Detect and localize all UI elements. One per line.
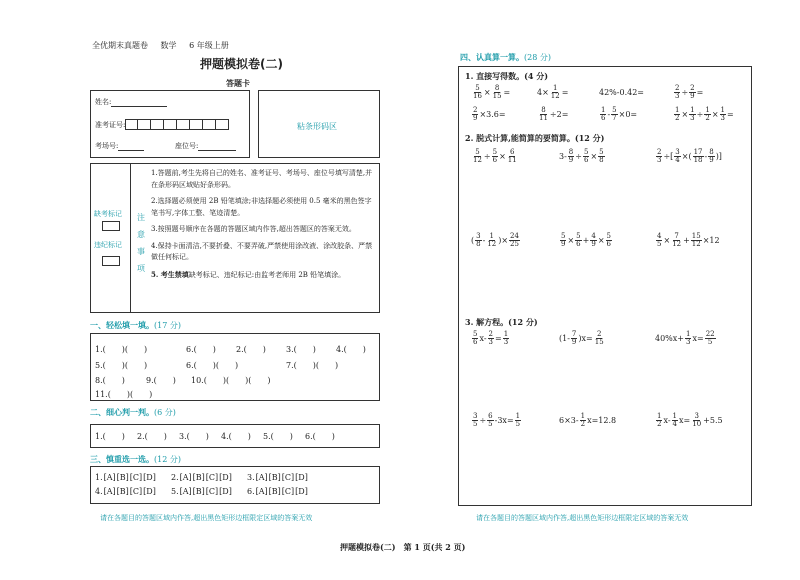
choice-option-d[interactable]: [D]	[219, 473, 232, 482]
s1-item-7[interactable]: 7.( )( )	[286, 361, 339, 370]
choice-item-4	[95, 487, 156, 496]
s4-q3-expr-3: 40%x+ $\frac{1}{3}$ x= $\frac{22}{5}$	[655, 330, 715, 346]
choice-option-a[interactable]: [A]	[255, 473, 268, 482]
choice-item-5	[171, 487, 232, 496]
s2-item-6[interactable]: 6.( )	[305, 432, 335, 441]
header-series: 全优期末真题卷	[92, 41, 148, 50]
choice-option-a[interactable]: [A]	[103, 487, 116, 496]
s2-item-2[interactable]: 2.( )	[137, 432, 167, 441]
choice-option-b[interactable]: [B]	[192, 487, 205, 496]
s4-q1-expr-2: 4× $\frac{1}{12}$ =	[537, 84, 569, 100]
barcode-area	[258, 90, 380, 158]
choice-option-b[interactable]: [B]	[192, 473, 205, 482]
exam-number-cell[interactable]	[151, 119, 164, 130]
s4-q1-title: 1. 直接写得数。(4 分)	[465, 71, 549, 81]
footer-warning-left: 请在各题目的答题区域内作答,超出黑色矩形边框限定区域的答案无效	[100, 514, 313, 522]
exam-number-field[interactable]: 准考证号:	[95, 119, 229, 130]
s4-q1-expr-1: $\frac{5}{16}$ × $\frac{8}{15}$ =	[473, 84, 511, 100]
section1-title: 一、轻松填一填。(17 分)	[90, 320, 181, 330]
s4-q2-expr-6: $\frac{4}{5}$ × $\frac{7}{12}$ + $\frac{15}{12}$ ×12	[657, 232, 720, 248]
choice-option-c[interactable]: [C]	[205, 473, 219, 482]
choice-item-3	[247, 473, 308, 482]
choice-option-a[interactable]: [A]	[255, 487, 268, 496]
s2-item-1[interactable]: 1.( )	[95, 432, 125, 441]
s1-item-9[interactable]: 9.( )	[146, 376, 176, 385]
s1-item-11[interactable]: 11.( )( )	[95, 390, 153, 399]
exam-number-cells[interactable]	[125, 119, 229, 130]
notice-item-5: 5. 考生禁填缺考标记、违纪标记:由监考老师用 2B 铅笔填涂。	[151, 269, 346, 279]
exam-number-cell[interactable]	[177, 119, 190, 130]
choice-option-b[interactable]: [B]	[116, 473, 129, 482]
choice-option-a[interactable]: [A]	[179, 487, 192, 496]
page-subtitle: 答题卡	[226, 78, 250, 88]
s4-q1-expr-7: $\frac{1}{6}$ - $\frac{5}{7}$ ×0=	[601, 106, 638, 122]
header-grade: 6 年级上册	[189, 41, 229, 50]
choice-number: 5.	[171, 487, 179, 496]
s4-q3-expr-5: 6×3- $\frac{1}{2}$ x=12.8	[559, 412, 617, 428]
s1-item-1[interactable]: 1.( )( )	[95, 345, 148, 354]
notice-item-1: 1.答题前,考生先将自己的姓名、准考证号、考场号、座位号填写清楚,并在条形码区域贴好条形码。	[151, 169, 373, 189]
choice-option-c[interactable]: [C]	[129, 487, 143, 496]
s1-item-6a[interactable]: 6.( )	[186, 345, 216, 354]
s4-q3-expr-6: $\frac{1}{2}$ x- $\frac{1}{4}$ x= $\frac{3}{10}$ +5.5	[657, 412, 723, 428]
s1-item-5[interactable]: 5.( )( )	[95, 361, 148, 370]
s4-q1-expr-5: $\frac{2}{9}$ ×3.6=	[473, 106, 506, 122]
s4-q2-expr-3: $\frac{2}{3}$ ÷[ $\frac{3}{4}$ ×( $\frac{17}{18}$ - $\frac{8}{9}$ )]	[657, 148, 722, 164]
absent-mark-label: 缺考标记	[94, 210, 122, 218]
choice-option-c[interactable]: [C]	[281, 487, 295, 496]
section1-answer-box	[90, 333, 380, 401]
choice-number: 2.	[171, 473, 179, 482]
exam-number-cell[interactable]	[138, 119, 151, 130]
choice-option-c[interactable]: [C]	[281, 473, 295, 482]
choice-option-d[interactable]: [D]	[143, 487, 156, 496]
choice-option-a[interactable]: [A]	[103, 473, 116, 482]
s4-q2-expr-5: $\frac{5}{9}$ × $\frac{5}{6}$ + $\frac{4}{9}$ × $\frac{5}{6}$	[561, 232, 611, 248]
exam-number-cell[interactable]	[190, 119, 203, 130]
violation-mark-label: 违纪标记	[94, 241, 122, 249]
s4-q2-expr-2: 3- $\frac{8}{9}$ ÷ $\frac{5}{6}$ × $\frac{5}{8}$	[559, 148, 604, 164]
seat-field[interactable]: 座位号:	[175, 141, 236, 151]
choice-option-b[interactable]: [B]	[268, 487, 281, 496]
exam-number-cell[interactable]	[164, 119, 177, 130]
choice-option-b[interactable]: [B]	[116, 487, 129, 496]
choice-number: 1.	[95, 473, 103, 482]
choice-number: 3.	[247, 473, 255, 482]
s4-q3-expr-2: (1- $\frac{7}{9}$ )x= $\frac{2}{15}$	[559, 330, 604, 346]
s2-item-4[interactable]: 4.( )	[221, 432, 251, 441]
header-subject: 数学	[160, 41, 177, 50]
page-title: 押题模拟卷(二)	[200, 57, 283, 71]
choice-option-d[interactable]: [D]	[295, 473, 308, 482]
notice-items	[151, 168, 377, 281]
s4-q1-expr-3: 42%-0.42=	[599, 88, 644, 97]
section4-title: 四、认真算一算。(28 分)	[460, 52, 551, 62]
choice-item-2	[171, 473, 232, 482]
notice-box	[90, 163, 380, 313]
student-info-box	[90, 90, 250, 158]
notice-item-3: 3.按照题号顺序在各题的答题区域内作答,超出答题区的答案无效。	[151, 225, 356, 233]
s4-q1-expr-6: $\frac{8}{11}$ ÷2=	[539, 106, 569, 122]
choice-option-a[interactable]: [A]	[179, 473, 192, 482]
choice-item-6	[247, 487, 308, 496]
s4-q1-expr-4: $\frac{2}{3}$ ÷ $\frac{2}{9}$ =	[675, 84, 704, 100]
s2-item-5[interactable]: 5.( )	[263, 432, 293, 441]
s1-item-10[interactable]: 10.( )( )( )	[191, 376, 271, 385]
exam-number-cell[interactable]	[216, 119, 229, 130]
violation-mark-box[interactable]	[102, 256, 120, 266]
marks-column	[91, 164, 131, 312]
choice-option-d[interactable]: [D]	[295, 487, 308, 496]
s4-q2-title: 2. 脱式计算,能简算的要简算。(12 分)	[465, 133, 605, 143]
name-field[interactable]: 姓名:	[95, 97, 167, 107]
exam-number-cell[interactable]	[125, 119, 138, 130]
s1-item-4[interactable]: 4.( )	[336, 345, 366, 354]
room-field[interactable]: 考场号:	[95, 141, 144, 151]
s4-q2-expr-1: $\frac{5}{12}$ ÷ $\frac{5}{6}$ × $\frac{6}{11}$	[473, 148, 517, 164]
choice-option-b[interactable]: [B]	[268, 473, 281, 482]
s2-item-3[interactable]: 3.( )	[179, 432, 209, 441]
header-line	[92, 40, 229, 51]
section4-answer-box	[458, 66, 752, 506]
s4-q3-title: 3. 解方程。(12 分)	[465, 317, 538, 327]
s1-item-6[interactable]: 6.( )( )	[186, 361, 239, 370]
s4-q3-expr-4: $\frac{3}{5}$ ÷ $\frac{6}{5}$ -3x= $\frac{1}{5}$	[473, 412, 521, 428]
notice-label: 注意事项	[137, 213, 145, 273]
barcode-label: 粘条形码区	[297, 122, 337, 131]
s1-item-2[interactable]: 2.( )	[236, 345, 266, 354]
choice-option-c[interactable]: [C]	[129, 473, 143, 482]
s4-q2-expr-4: ( $\frac{3}{8}$ - $\frac{1}{12}$ )× $\frac{24}{25}$	[471, 232, 519, 248]
choice-number: 6.	[247, 487, 255, 496]
s1-item-8[interactable]: 8.( )	[95, 376, 125, 385]
section2-answer-box	[90, 424, 380, 448]
notice-item-2: 2.选择题必须使用 2B 铅笔填涂;非选择题必须使用 0.5 毫米的黑色签字笔书写,字体工整、笔迹清楚。	[151, 197, 372, 217]
s4-q3-expr-1: $\frac{5}{6}$ x- $\frac{2}{3}$ = $\frac{1}{3}$	[473, 330, 509, 346]
section3-answer-box	[90, 466, 380, 504]
choice-item-1	[95, 473, 156, 482]
page-footer: 押题模拟卷(二) 第 1 页(共 2 页)	[340, 542, 466, 552]
choice-option-d[interactable]: [D]	[219, 487, 232, 496]
choice-option-c[interactable]: [C]	[205, 487, 219, 496]
section2-title: 二、细心判一判。(6 分)	[90, 407, 176, 417]
choice-number: 4.	[95, 487, 103, 496]
footer-warning-right: 请在各题目的答题区域内作答,超出黑色矩形边框限定区域的答案无效	[476, 514, 689, 522]
s4-q1-expr-8: $\frac{1}{2}$ × $\frac{1}{3}$ ÷ $\frac{1}{2}$ × $\frac{1}{3}$ =	[675, 106, 734, 122]
exam-number-cell[interactable]	[203, 119, 216, 130]
notice-item-4: 4.保持卡面清洁,不要折叠、不要弄破,严禁使用涂改液、涂改胶条、严禁做任何标记。	[151, 241, 373, 261]
s1-item-3[interactable]: 3.( )	[286, 345, 316, 354]
section3-title: 三、慎重选一选。(12 分)	[90, 454, 181, 464]
absent-mark-box[interactable]	[102, 221, 120, 231]
choice-option-d[interactable]: [D]	[143, 473, 156, 482]
